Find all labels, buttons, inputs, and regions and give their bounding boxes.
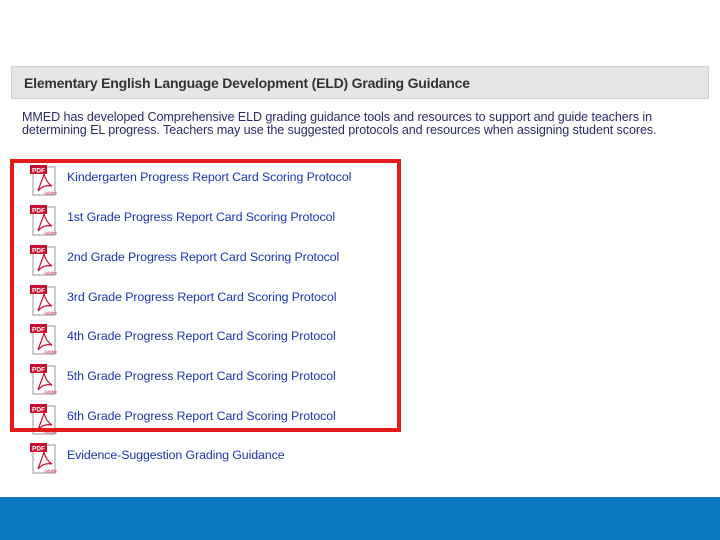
- doc-link[interactable]: 6th Grade Progress Report Card Scoring Protocol: [67, 409, 336, 423]
- section-header: [11, 66, 709, 99]
- doc-item-evidence-suggestion[interactable]: [30, 442, 390, 476]
- doc-link[interactable]: Evidence-Suggestion Grading Guidance: [67, 448, 285, 462]
- doc-link[interactable]: 4th Grade Progress Report Card Scoring Protocol: [67, 329, 336, 343]
- svg-text:PDF: PDF: [32, 366, 45, 374]
- svg-text:Adobe: Adobe: [44, 230, 58, 236]
- svg-text:PDF: PDF: [32, 445, 45, 453]
- svg-text:PDF: PDF: [32, 207, 45, 215]
- doc-link[interactable]: 1st Grade Progress Report Card Scoring Protocol: [67, 210, 336, 224]
- svg-text:PDF: PDF: [32, 167, 45, 175]
- doc-link[interactable]: 3rd Grade Progress Report Card Scoring Protocol: [67, 290, 337, 304]
- section-title: Elementary English Language Development (ELD) Grading Guidance: [24, 75, 470, 91]
- svg-text:Adobe: Adobe: [44, 310, 58, 316]
- svg-text:PDF: PDF: [32, 287, 45, 295]
- doc-link[interactable]: 2nd Grade Progress Report Card Scoring Protocol: [67, 250, 340, 264]
- footer-band: [0, 497, 720, 540]
- highlight-box: [10, 159, 401, 432]
- svg-text:PDF: PDF: [32, 326, 45, 334]
- svg-text:Adobe: Adobe: [44, 468, 58, 474]
- intro-paragraph: MMED has developed Comprehensive ELD grading guidance tools and resources to support and guide teachers in determining EL progress. Teachers may use the suggested protocols and resources when assigning student scores.: [22, 110, 657, 137]
- svg-text:PDF: PDF: [32, 247, 45, 255]
- svg-text:Adobe: Adobe: [44, 190, 58, 196]
- svg-text:Adobe: Adobe: [44, 389, 58, 395]
- svg-text:Adobe: Adobe: [44, 270, 58, 276]
- pdf-icon: [30, 442, 58, 474]
- svg-text:Adobe: Adobe: [44, 349, 58, 355]
- doc-link[interactable]: Kindergarten Progress Report Card Scoring Protocol: [67, 170, 352, 184]
- svg-text:Adobe: Adobe: [44, 429, 58, 435]
- doc-link[interactable]: 5th Grade Progress Report Card Scoring Protocol: [67, 369, 336, 383]
- svg-text:PDF: PDF: [32, 406, 45, 414]
